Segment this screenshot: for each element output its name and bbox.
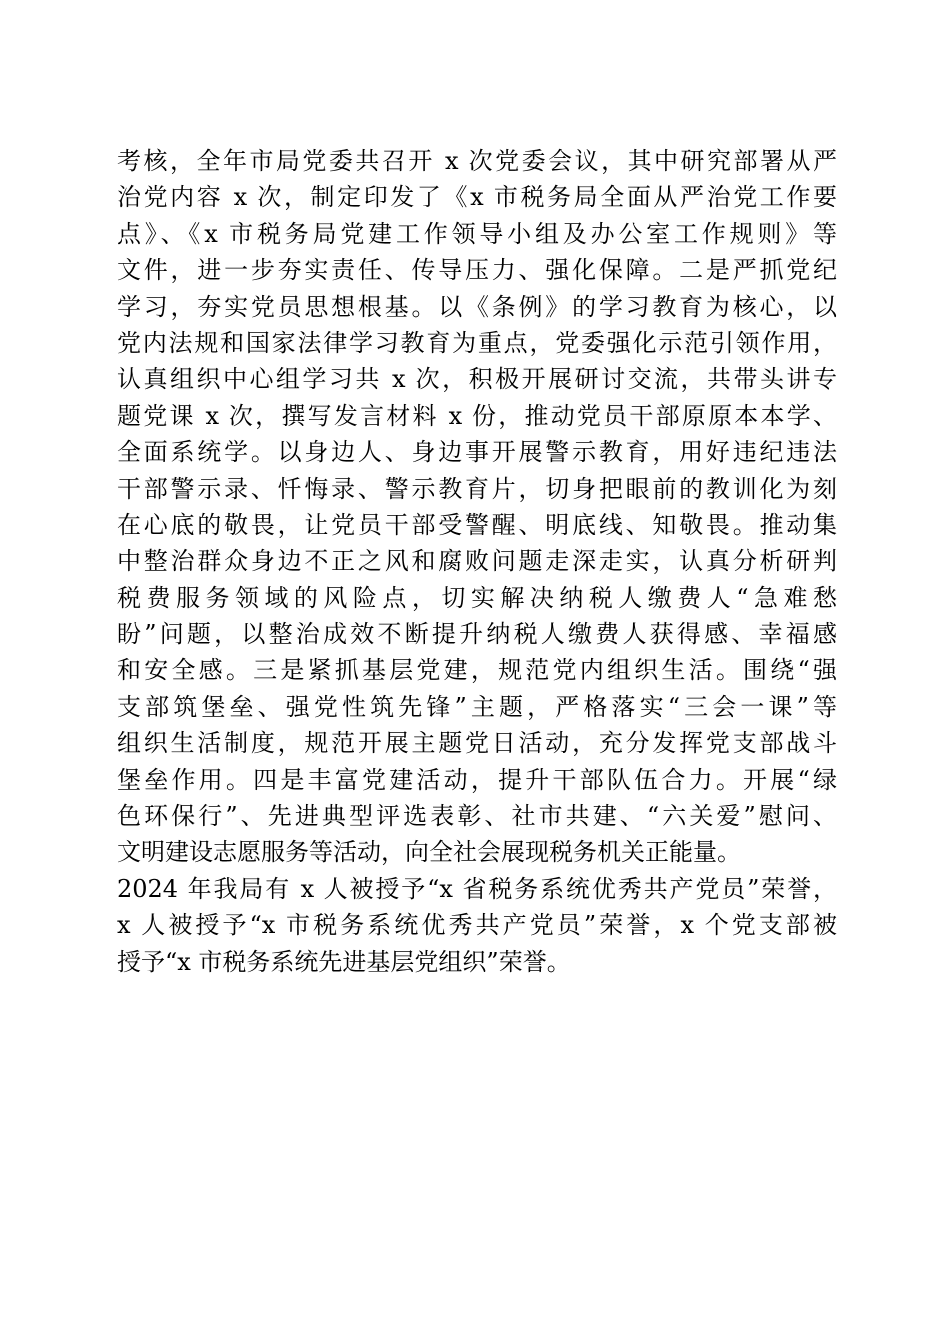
text-line: 中整治群众身边不正之风和腐败问题走深走实，认真分析研判	[117, 547, 837, 576]
text-line: 治党内容 x 次，制定印发了《x 市税务局全面从严治党工作要	[117, 183, 837, 212]
text-line: 堡垒作用。四是丰富党建活动，提升干部队伍合力。开展“绿	[117, 765, 837, 794]
text-line: 授予“x 市税务系统先进基层党组织”荣誉。	[117, 947, 571, 976]
text-line: 在心底的敬畏，让党员干部受警醒、明底线、知敬畏。推动集	[117, 510, 837, 539]
text-line: 文明建设志愿服务等活动，向全社会展现税务机关正能量。	[117, 838, 741, 867]
text-line: 认真组织中心组学习共 x 次，积极开展研讨交流，共带头讲专	[117, 365, 837, 394]
text-line: 支部筑堡垒、强党性筑先锋”主题，严格落实“三会一课”等	[117, 692, 837, 721]
text-line: 2024 年我局有 x 人被授予“x 省税务系统优秀共产党员”荣誉，	[117, 874, 837, 903]
text-line: 文件，进一步夯实责任、传导压力、强化保障。二是严抓党纪	[117, 256, 837, 285]
text-line: 色环保行”、先进典型评选表彰、社市共建、“六关爱”慰问、	[117, 802, 837, 831]
text-line: 党内法规和国家法律学习教育为重点，党委强化示范引领作用，	[117, 328, 837, 357]
text-line: 考核，全年市局党委共召开 x 次党委会议，其中研究部署从严	[117, 147, 837, 175]
text-line: 点》、《x 市税务局党建工作领导小组及办公室工作规则》等	[117, 219, 837, 248]
text-line: 干部警示录、忏悔录、警示教育片，切身把眼前的教训化为刻	[117, 474, 837, 503]
text-line: 税费服务领域的风险点，切实解决纳税人缴费人“急难愁	[117, 583, 837, 612]
body-paragraph	[117, 143, 837, 980]
text-line: 和安全感。三是紧抓基层党建，规范党内组织生活。围绕“强	[117, 656, 837, 685]
text-line: 题党课 x 次，撰写发言材料 x 份，推动党员干部原原本本学、	[117, 401, 837, 430]
text-line: 全面系统学。以身边人、身边事开展警示教育，用好违纪违法	[117, 438, 837, 467]
text-line: 盼”问题，以整治成效不断提升纳税人缴费人获得感、幸福感	[117, 620, 837, 649]
text-line: 学习，夯实党员思想根基。以《条例》的学习教育为核心，以	[117, 292, 837, 321]
text-line: 组织生活制度，规范开展主题党日活动，充分发挥党支部战斗	[117, 729, 837, 758]
text-line: x 人被授予“x 市税务系统优秀共产党员”荣誉，x 个党支部被	[117, 911, 837, 940]
